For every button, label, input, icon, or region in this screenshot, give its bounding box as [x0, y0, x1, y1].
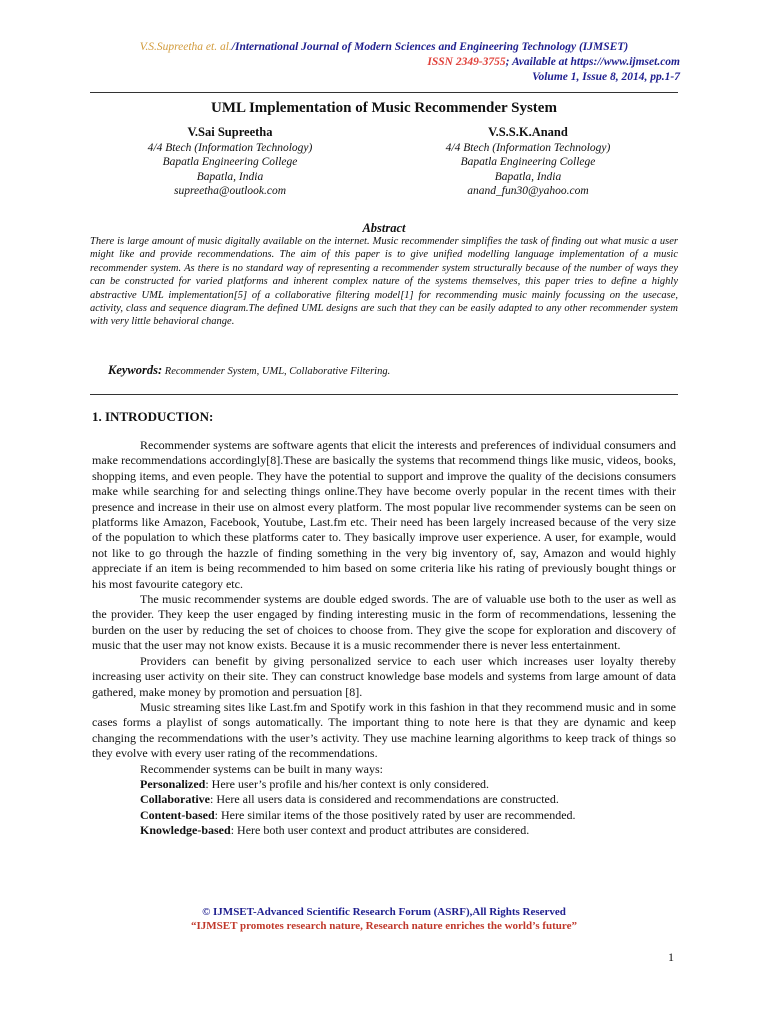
author-block-1	[100, 125, 360, 199]
list-term: Knowledge-based	[140, 823, 231, 838]
header-available: ; Available at	[505, 56, 571, 68]
header-divider	[90, 92, 678, 93]
header-issn-line	[88, 55, 680, 70]
paragraph: Recommender systems are software agents that elicit the interests and preferences of individual consumers and make recommendations accordingly[8].These are basically the systems that recommend things like music, videos, books, shopping items, and even people. They have the potential to support and improve the quality of the decisions consumers make while searching for and selecting things online.They have become overly popular in the recent times with their presence and increase in their use on almost every platform. The most popular live recommender systems can be seen on platforms like Amazon, Facebook, Youtube, Last.fm etc. Their need has been largely increased because of the very size of the population to which these platforms cater to. They basically improve user experience. A user, for example, would not like to go through the hazzle of finding something in the very big inventory of, say, Amazon and would highly appreciate if an item is being recommended to him based on some criteria like his rating of previously bought things or his most favourite category etc.	[92, 438, 676, 591]
header-citation	[88, 40, 680, 55]
header-journal: /International Journal of Modern Sciences and Engineering Technology (IJMSET)	[231, 41, 629, 53]
author-college: Bapatla Engineering College	[162, 156, 298, 168]
header-issn: ISSN 2349-3755	[427, 56, 506, 68]
keywords-label: Keywords:	[108, 363, 163, 377]
list-item	[92, 792, 676, 807]
author-email[interactable]: anand_fun30@yahoo.com	[467, 185, 589, 197]
author-email[interactable]: supreetha@outlook.com	[173, 185, 287, 197]
abstract-text: There is large amount of music digitally available on the internet. Music recommender simplifies the task of finding out what music a user might like and provide recommendations. The aim of this paper is to give unified modelling language implementation of a music recommender system. As there is no standard way of representing a recommender system structurally because of the number of ways they can be constructed for varied platforms and inherent complex nature of the systems themselves, this paper tries to define a highly abstractive UML implementation[5] of a collaborative filtering model[1] for recommending music mainly focussing on the usecase, activity, class and sequence diagram.The defined UML designs are such that they can be easily adapted to any other recommender system with very little behavioral change.	[90, 236, 678, 328]
header-volume: Volume 1, Issue 8, 2014, pp.1-7	[532, 71, 680, 83]
author-name: V.Sai Supreetha	[187, 125, 273, 139]
section-title: 1. INTRODUCTION:	[92, 409, 214, 424]
list-item	[92, 808, 676, 823]
list-term: Personalized	[140, 776, 206, 791]
list-desc: : Here all users data is considered and recommendations are constructed.	[210, 792, 559, 807]
header-url-link[interactable]: https://www.ijmset.com	[570, 56, 680, 68]
author-dept: 4/4 Btech (Information Technology)	[147, 141, 313, 154]
running-header	[88, 40, 680, 85]
author-name: V.S.S.K.Anand	[488, 125, 568, 139]
list-desc: : Here both user context and product attributes are considered.	[230, 823, 530, 838]
list-term: Collaborative	[140, 792, 210, 807]
list-item	[92, 823, 676, 838]
paragraph: Providers can benefit by giving personalized service to each user which increases user loyalty thereby increasing user activity on their site. They can construct knowledge base models and systems from large amount of data gathered, make money by promotion and persuation [8].	[92, 653, 676, 699]
paper-title: UML Implementation of Music Recommender System	[211, 100, 557, 116]
author-block-2	[398, 125, 658, 199]
footer-quote: “IJMSET promotes research nature, Research nature enriches the world’s future”	[191, 920, 577, 932]
keywords-text: Recommender System, UML, Collaborative Filtering.	[162, 366, 391, 377]
abstract-heading: Abstract	[362, 221, 406, 235]
author-dept: 4/4 Btech (Information Technology)	[445, 141, 611, 154]
paragraph: The music recommender systems are double edged swords. The are of valuable use both to the user as well as the provider. They keep the user engaged by finding interesting music in the form of recommendations, lessening the burden on the user by reducing the set of choices to choose from. They give the scope for exploration and discovery of music that the user may not know exists. Because it is a music recommender there is never less entertainment.	[92, 592, 676, 653]
page-number: 1	[668, 950, 674, 964]
author-place: Bapatla, India	[196, 170, 264, 183]
ways-intro: Recommender systems can be built in many ways:	[140, 761, 383, 776]
author-place: Bapatla, India	[494, 170, 562, 183]
section-divider	[90, 394, 678, 395]
keywords	[108, 363, 678, 378]
list-item	[92, 777, 676, 792]
list-desc: : Here similar items of the those positively rated by user are recommended.	[214, 807, 576, 822]
body-text	[92, 438, 676, 839]
paragraph: Music streaming sites like Last.fm and Spotify work in this fashion in that they recommend music and in some cases forms a playlist of songs automatically. The important thing to note here is that they are dynamic and keep changing the recommendations with the user’s activity. They use machine learning algorithms to keep track of things so they evolve with every user rating of the recommendations.	[92, 699, 676, 761]
header-author: V.S.Supreetha et. al.	[139, 41, 232, 53]
footer-copyright: © IJMSET-Advanced Scientific Research Forum (ASRF),All Rights Reserved	[202, 906, 566, 918]
author-college: Bapatla Engineering College	[460, 156, 596, 168]
list-desc: : Here user’s profile and his/her context is only considered.	[205, 776, 490, 791]
list-term: Content-based	[140, 807, 215, 822]
